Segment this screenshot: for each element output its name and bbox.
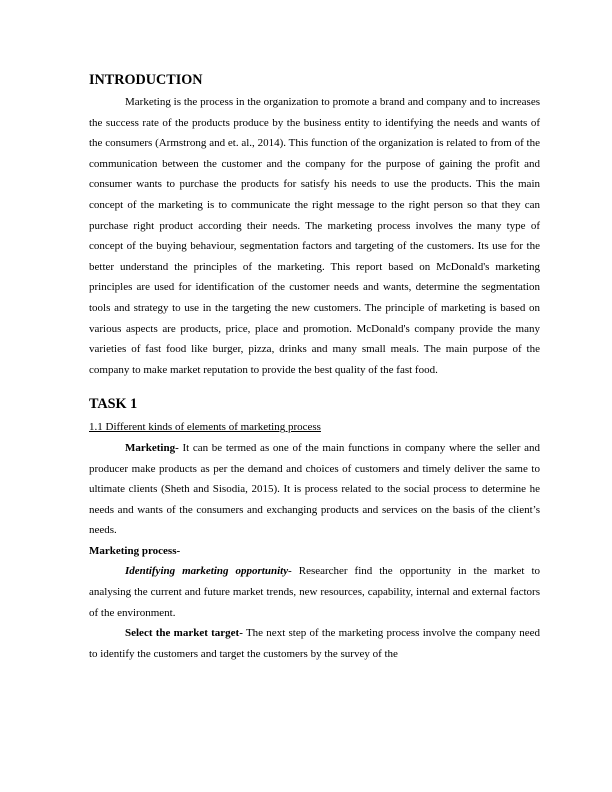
- step-identifying-opportunity-term: Identifying marketing opportunity-: [125, 565, 292, 578]
- marketing-term: Marketing-: [125, 441, 179, 454]
- step-identifying-opportunity-paragraph: [89, 561, 540, 623]
- section-1-1-subheading: [89, 417, 540, 438]
- marketing-process-heading: [89, 541, 540, 562]
- task-1-heading: TASK 1: [89, 396, 138, 413]
- marketing-definition-paragraph: [89, 438, 540, 541]
- marketing-process-label: Marketing process-: [89, 544, 181, 557]
- marketing-definition-text: It can be termed as one of the main functions in company where the seller and producer make products as per the demand and choices of customers and timely deliver the same to ultimate clients (Sheth and Sisodia, 2015). It is process related to the social process to determine he needs and wants of the consumers and exchanging products and services on the basis of the client’s needs.: [89, 441, 540, 537]
- introduction-paragraph: Marketing is the process in the organization to promote a brand and company and to increases the success rate of the products produce by the business entity to identifying the needs and wants of the consumers (Armstrong and et. al., 2014). This function of the organization is related to from of the communication between the customer and the company for the purpose of gaining the profit and consumer wants to purchase the products for satisfy his needs to use the products. This the main concept of the marketing is to communicate the right message to the right person so that they can purchase right product according their needs. The marketing process involves the many type of concept of the buying behaviour, segmentation factors and targeting of the customers. Its use for the better understand the principles of the marketing. This report based on McDonald's marketing principles are used for identification of the customer needs and wants, determine the segmentation tools and strategy to use in the targeting the new customers. The principle of marketing is based on various aspects are products, price, place and promotion. McDonald's company provide the many varieties of fast food like burger, pizza, drinks and many small meals. The main purpose of the company to make market reputation to provide the best quality of the fast food.: [89, 96, 540, 376]
- step-select-target-term: Select the market target-: [125, 627, 243, 640]
- step-select-target-text: The next step of the marketing process involve the company need to identify the customers and target the customers by the survey of the: [89, 627, 540, 660]
- introduction-heading: INTRODUCTION: [89, 72, 203, 88]
- section-1-1-title: 1.1 Different kinds of elements of marketing process: [89, 421, 321, 434]
- document-body: [89, 70, 540, 664]
- step-select-target-paragraph: [89, 623, 540, 664]
- step-identifying-opportunity-text: Researcher find the opportunity in the market to analysing the current and future market trends, new resources, capability, internal and external factors of the environment.: [89, 565, 540, 619]
